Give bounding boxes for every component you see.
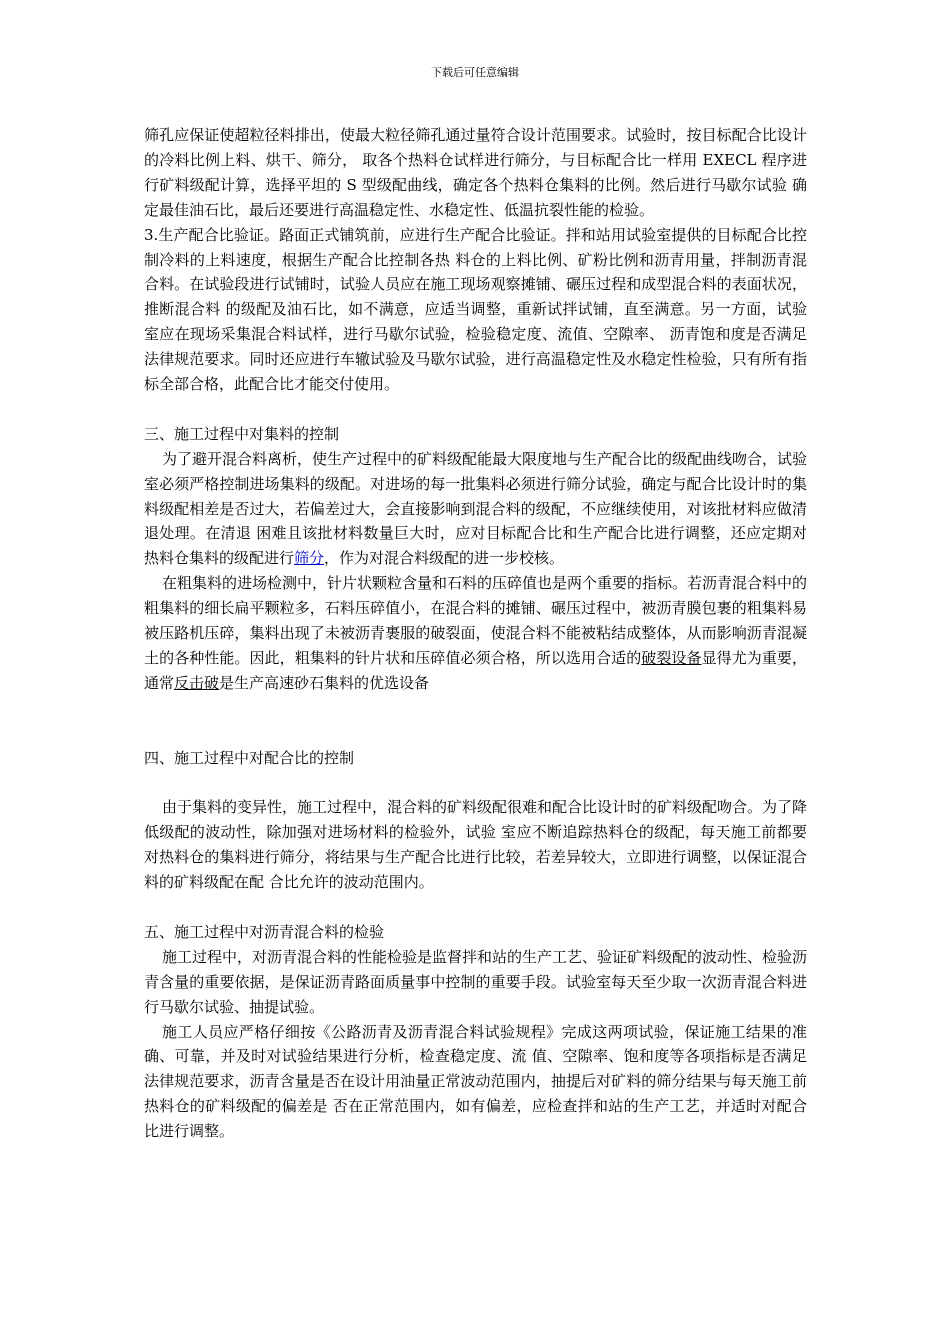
section-heading-3: 三、施工过程中对集料的控制 [144, 424, 340, 443]
paragraph-text: 为了避开混合料离析，使生产过程中的矿料级配能最大限度地与生产配合比的级配曲线吻合，试验室必须严格控制进场集料的级配。对进场的每一批集料必须进行筛分试验，确定与配合比设计时的集料级配相差是否过大，若偏差过大，会直接影响到混合料的级配，不应继续使用，对该批材料应做清退处理。在清退 困难且该批材料数量巨大时，应对目标配合比和生产配合比进行调整，还应定期对热料仓集料的级配进行 [144, 449, 808, 568]
section-heading-5: 五、施工过程中对沥青混合料的检验 [144, 922, 385, 941]
spacer [144, 397, 807, 422]
impact-crusher-term: 反击破 [174, 673, 220, 692]
spacer [144, 696, 807, 746]
section-heading-4: 四、施工过程中对配合比的控制 [144, 748, 355, 767]
page-header: 下载后可任意编辑 [431, 66, 519, 79]
paragraph-text: 在粗集料的进场检测中，针片状颗粒含量和石料的压碎值也是两个重要的指标。若沥青混合料中的粗集料的细长扁平颗粒多，石料压碎值小，在混合料的摊铺、碾压过程中，被沥青膜包裹的粗集料易被压路机压碎，集料出现了未被沥青裹服的破裂面，使混合料不能被粘结成整体，从而影响沥青混凝土的各种性能。因此，粗集料的针片状和压碎值必须合格，所以选用合适的 [144, 574, 808, 668]
paragraph-aggregate-sieving: 筛孔应保证使超粒径料排出，使最大粒径筛孔通过量符合设计范围要求。试验时，按目标配合比设计的冷料比例上料、烘干、筛分， 取各个热料仓试样进行筛分，与目标配合比一样用 EXECL 程序进行矿料级配计算，选择平坦的 S 型级配曲线，确定各个热料仓集料的比例。然后进行马歇尔试验 确定最佳油石比，最后还要进行高温稳定性、水稳定性、低温抗裂性能的检验。 [144, 126, 807, 219]
paragraph-text: 是生产高速砂石集料的优选设备 [219, 673, 430, 692]
paragraph-mix-control: 由于集料的变异性，施工过程中，混合料的矿料级配很难和配合比设计时的矿料级配吻合。为了降低级配的波动性，除加强对进场材料的检验外，试验 室应不断追踪热料仓的级配，每天施工前都要对热料仓的集料进行筛分，将结果与生产配合比进行比较，若差异较大，立即进行调整，以保证混合料的矿料级配在配 合比允许的波动范围内。 [144, 798, 808, 892]
document-body [144, 123, 807, 1144]
paragraph-test-procedure: 施工人员应严格仔细按《公路沥青及沥青混合料试验规程》完成这两项试验，保证施工结果的准确、可靠，并及时对试验结果进行分析，检查稳定度、流 值、空隙率、饱和度等各项指标是否满足法律规范要求，沥青含量是否在设计用油量正常波动范围内，抽提后对矿料的筛分结果与每天施工前热料仓的矿料级配的偏差是 否在正常范围内，如有偏差，应检查拌和站的生产工艺，并适时对配合比进行调整。 [144, 1022, 807, 1141]
spacer [144, 771, 807, 796]
paragraph-aggregate-control [144, 447, 807, 572]
paragraph-production-mix-verification: 3.生产配合比验证。路面正式铺筑前，应进行生产配合比验证。拌和站用试验室提供的目标配合比控制冷料的上料速度，根据生产配合比控制各热 料仓的上料比例、矿粉比例和沥青用量，拌制沥青混合料。在试验段进行试铺时，试验人员应在施工现场观察摊铺、碾压过程和成型混合料的表面状况，推断混合料 的级配及油石比，如不满意，应适当调整，重新试拌试铺，直至满意。另一方面，试验室应在现场采集混合料试样，进行马歇尔试验，检验稳定度、流值、空隙率、 沥青饱和度是否满足法律规范要求。同时还应进行车辙试验及马歇尔试验，进行高温稳定性及水稳定性检验，只有所有指标全部合格，此配合比才能交付使用。 [144, 225, 807, 394]
paragraph-text: 显得尤为重要，通常 [144, 649, 807, 692]
paragraph-text: ，作为对混合料级配的进一步校核。 [324, 549, 565, 568]
sieving-link[interactable]: 筛分 [294, 549, 325, 568]
spacer [144, 895, 807, 920]
paragraph-mixture-testing: 施工过程中，对沥青混合料的性能检验是监督拌和站的生产工艺、验证矿料级配的波动性、检验沥青含量的重要依据，是保证沥青路面质量事中控制的重要手段。试验室每天至少取一次沥青混合料进行马歇尔试验、抽提试验。 [144, 947, 808, 1016]
crushing-equipment-term: 破裂设备 [641, 649, 702, 668]
paragraph-coarse-aggregate [144, 571, 807, 696]
